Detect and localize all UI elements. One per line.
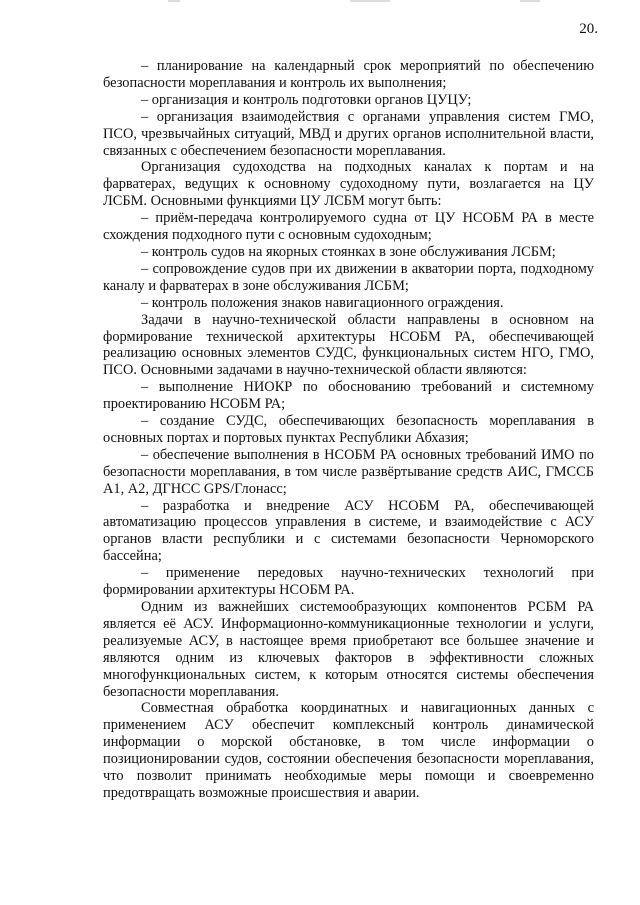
paragraph: – сопровождение судов при их движении в акватории порта, подходному каналу и фарватерах в зоне обслуживания ЛСБМ; xyxy=(103,260,594,294)
paragraph: – приём-передача контролируемого судна от ЦУ НСОБМ РА в месте схождения подходного пути с основным судоходным; xyxy=(103,210,594,244)
paragraph: Совместная обработка координатных и навигационных данных с применением АСУ обеспечит комплексный контроль динамической информации о морской обстановке, в том числе информации о позиционировании судов, состоянии обеспечения безопасности мореплавания, что позволит принимать необходимые меры помощи и своевременно предотвращать возможные происшествия и аварии. xyxy=(103,700,594,801)
body-text xyxy=(103,58,594,802)
scan-artifact xyxy=(520,0,540,2)
paragraph: – применение передовых научно-технических технологий при формировании архитектуры НСОБМ РА. xyxy=(103,565,594,599)
paragraph: – организация взаимодействия с органами управления систем ГМО, ПСО, чрезвычайных ситуаций, МВД и других органов исполнительной власти, связанных с обеспечением безопасности мореплавания. xyxy=(103,108,594,159)
scan-artifact xyxy=(350,0,390,2)
page-number: 20. xyxy=(579,21,598,37)
scan-artifact xyxy=(168,0,180,2)
paragraph: – обеспечение выполнения в НСОБМ РА основных требований ИМО по безопасности мореплавания, в том числе развёртывание средств АИС, ГМССБ А1, А2, ДГНСС GPS/Глонасс; xyxy=(103,446,594,497)
paragraph: Задачи в научно-технической области направлены в основном на формирование технической архитектуры НСОБМ РА, обеспечивающей реализацию основных элементов СУДС, функциональных систем НГО, ГМО, ПСО. Основными задачами в научно-технической области являются: xyxy=(103,311,594,379)
paragraph: Одним из важнейших системообразующих компонентов РСБМ РА является её АСУ. Информационно-коммуникационные технологии и услуги, реализуемые АСУ, в настоящее время приобретают все большее значение и являются одним из ключевых факторов в эффективности сложных многофункциональных систем, к которым относятся системы обеспечения безопасности мореплавания. xyxy=(103,599,594,700)
paragraph: – выполнение НИОКР по обоснованию требований и системному проектированию НСОБМ РА; xyxy=(103,379,594,413)
paragraph: – разработка и внедрение АСУ НСОБМ РА, обеспечивающей автоматизацию процессов управления в системе, и взаимодействие с АСУ органов власти республики и с системами безопасности Черноморского бассейна; xyxy=(103,497,594,565)
paragraph: – контроль положения знаков навигационного ограждения. xyxy=(141,294,504,311)
paragraph: – организация и контроль подготовки органов ЦУЦУ; xyxy=(141,91,472,108)
paragraph: Организация судоходства на подходных каналах к портам и на фарватерах, ведущих к основному судоходному пути, возлагается на ЦУ ЛСБМ. Основными функциями ЦУ ЛСБМ могут быть: xyxy=(103,159,594,210)
paragraph: – планирование на календарный срок мероприятий по обеспечению безопасности мореплавания и контроль их выполнения; xyxy=(103,58,594,91)
paragraph: – контроль судов на якорных стоянках в зоне обслуживания ЛСБМ; xyxy=(141,243,556,260)
paragraph: – создание СУДС, обеспечивающих безопасность мореплавания в основных портах и портовых пунктах Республики Абхазия; xyxy=(103,413,594,446)
